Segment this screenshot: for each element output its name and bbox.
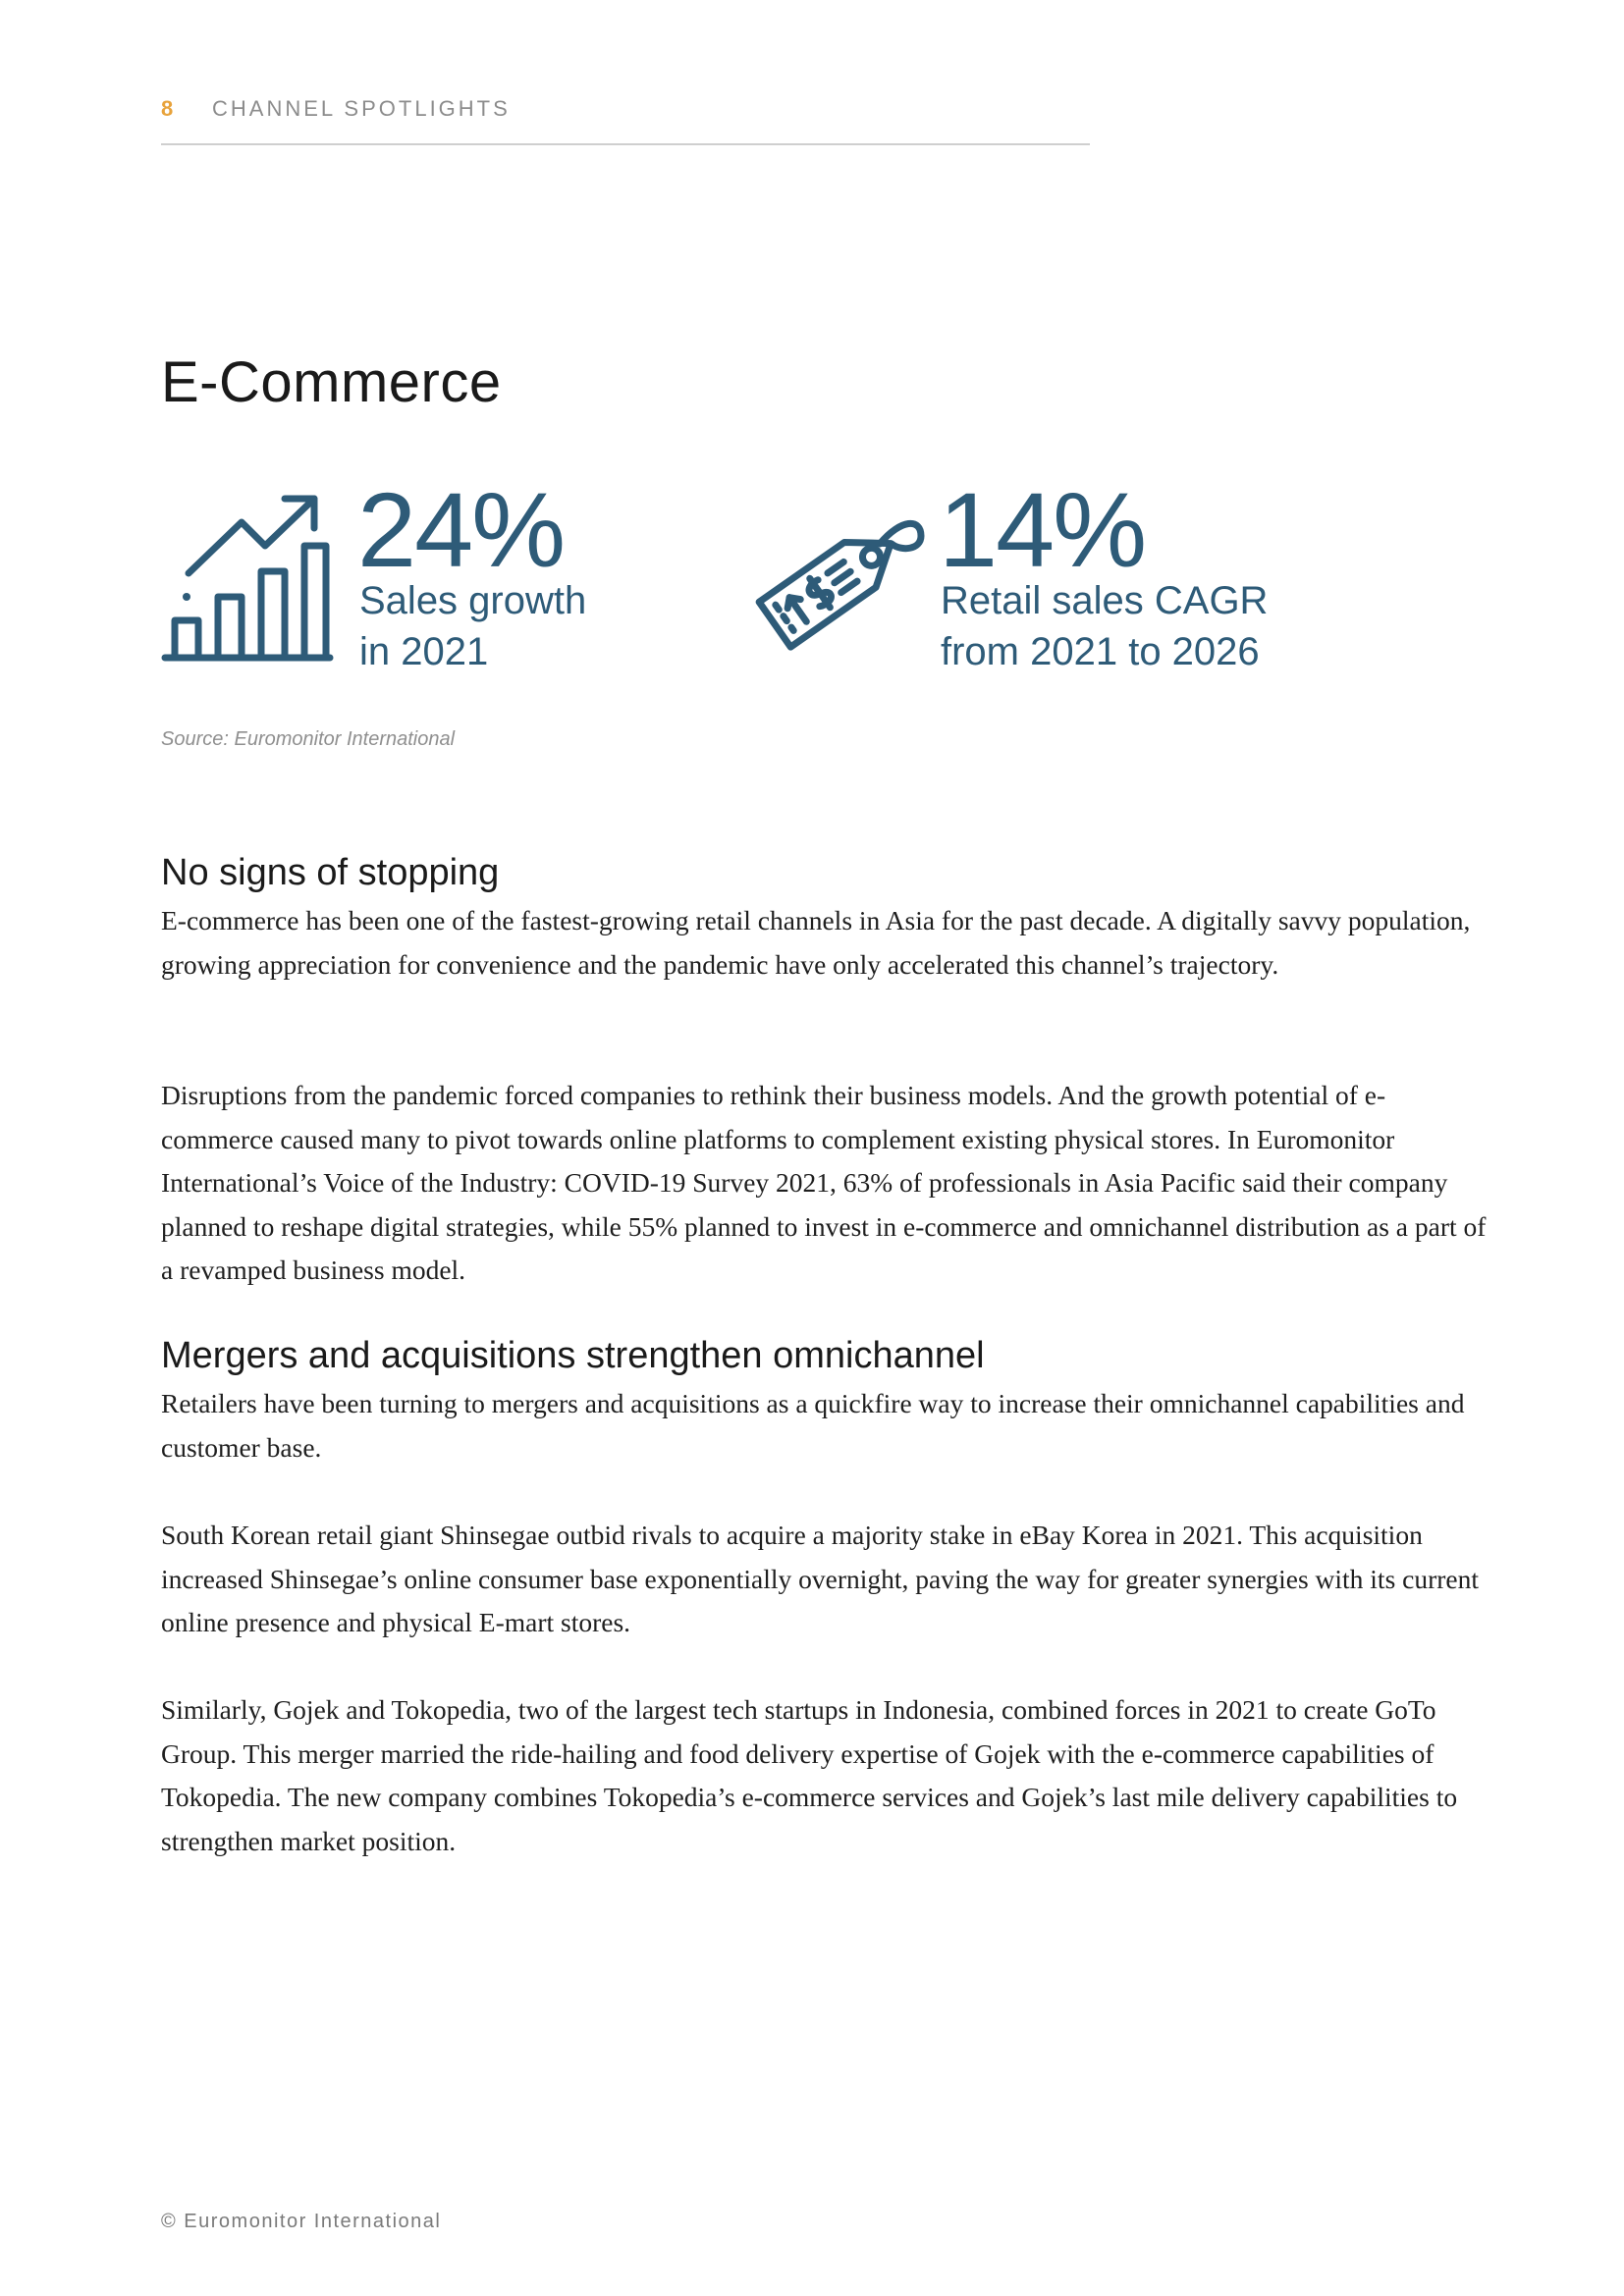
section-heading-mergers: Mergers and acquisitions strengthen omnichannel [161,1335,985,1376]
page-number: 8 [161,96,175,121]
stat-sales-growth-label-line2: in 2021 [359,630,489,673]
stat-cagr-value: 14% [939,470,1146,589]
price-tag-dollar-icon [754,489,931,666]
paragraph: E-commerce has been one of the fastest-growing retail channels in Asia for the past decade. A digitally savvy population, growing appreciation for convenience and the pandemic have only accelerated this channel’s trajectory. [161,905,1471,980]
page-header [161,94,1090,145]
paragraph: Similarly, Gojek and Tokopedia, two of the largest tech startups in Indonesia, combined forces in 2021 to create GoTo Group. This merger married the ride-hailing and food delivery expertise of Gojek with the e-commerce capabilities of Tokopedia. The new company combines Tokopedia’s e-commerce services and Gojek’s last mile delivery capabilities to strengthen market position. [161,1694,1458,1856]
paragraph: Retailers have been turning to mergers and acquisitions as a quickfire way to increase their omnichannel capabilities and customer base. [161,1388,1465,1463]
section-label: CHANNEL SPOTLIGHTS [212,96,511,121]
footer-copyright: © Euromonitor International [161,2211,442,2232]
paragraph: Disruptions from the pandemic forced companies to rethink their business models. And the growth potential of e-commerce caused many to pivot towards online platforms to complement existing physical stores. In Euromonitor International’s Voice of the Industry: COVID-19 Survey 2021, 63% of professionals in Asia Pacific said their company planned to reshape digital strategies, while 55% planned to invest in e-commerce and omnichannel distribution as a part of a revamped business model. [161,1080,1487,1285]
stat-cagr-label-line2: from 2021 to 2026 [941,630,1260,673]
section-heading-no-signs: No signs of stopping [161,852,500,893]
stat-sales-growth-label-line1: Sales growth [359,579,587,622]
paragraph: South Korean retail giant Shinsegae outbid rivals to acquire a majority stake in eBay Korea in 2021. This acquisition increased Shinsegae’s online consumer base exponentially overnight, paving the way for greater synergies with its current online presence and physical E-mart stores. [161,1520,1480,1637]
stat-sales-growth-value: 24% [357,470,565,589]
source-note: Source: Euromonitor International [161,728,456,750]
stat-cagr-label-line1: Retail sales CAGR [941,579,1269,622]
page-title: E-Commerce [161,350,502,414]
bar-chart-growth-icon [161,489,334,666]
